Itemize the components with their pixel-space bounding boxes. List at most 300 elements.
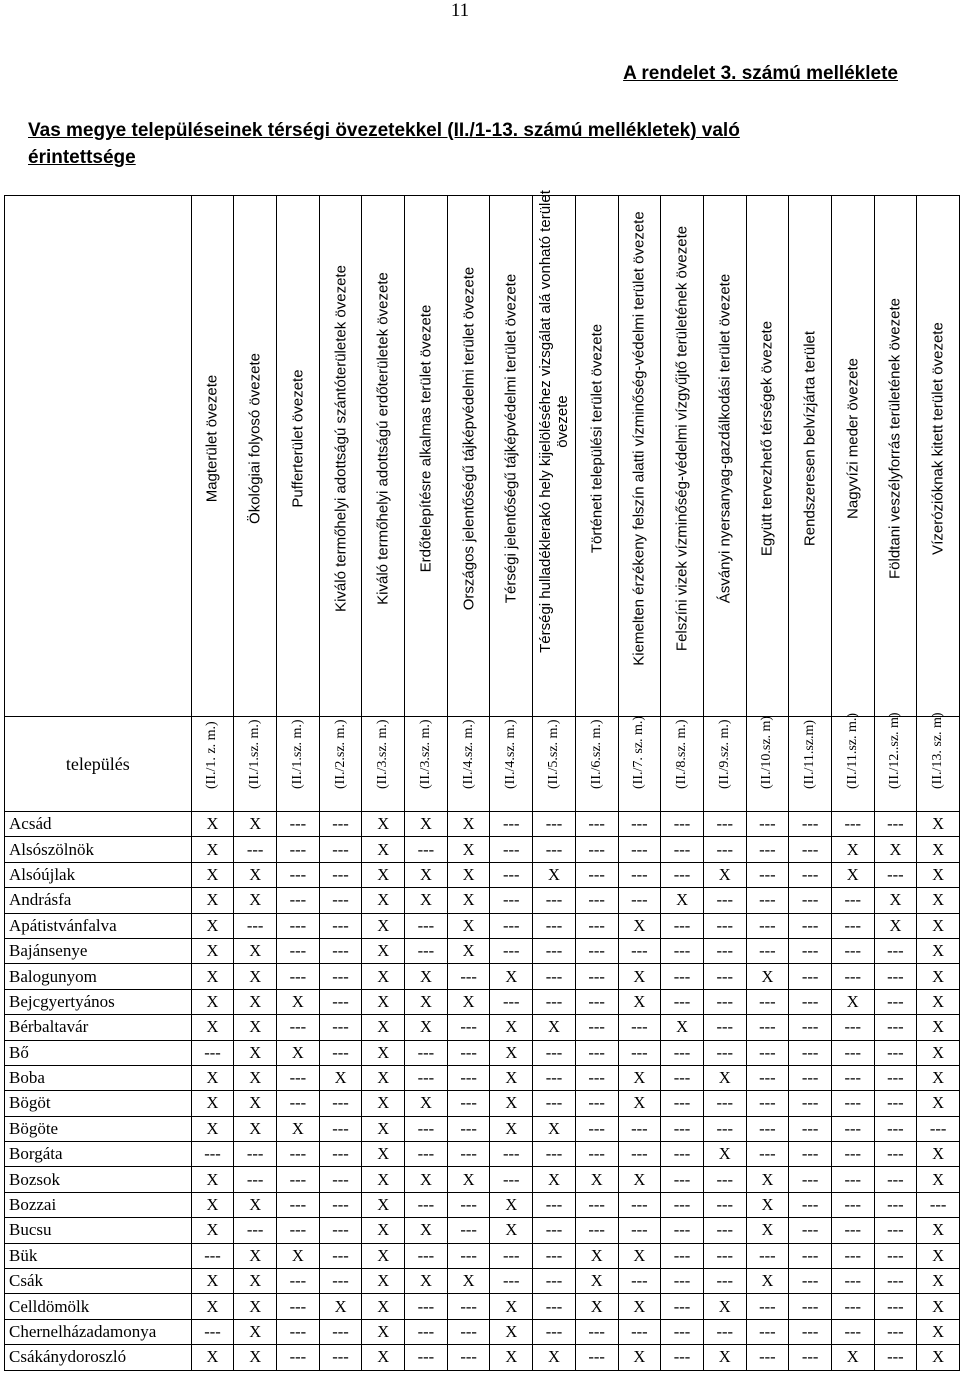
zone-cell: --- [319, 1116, 362, 1141]
table-row [5, 1091, 960, 1116]
column-code [277, 717, 320, 812]
zone-cell: --- [874, 1065, 917, 1090]
column-code-label: (II./12..sz. m) [887, 712, 903, 789]
zone-cell: X [575, 1243, 618, 1268]
zone-cell: --- [533, 964, 576, 989]
zone-cell: --- [575, 888, 618, 913]
zone-cell: X [362, 812, 405, 837]
zone-cell: X [234, 964, 277, 989]
zone-cell: X [490, 1091, 533, 1116]
zone-cell: --- [277, 1142, 320, 1167]
zone-cell: X [703, 1065, 746, 1090]
zone-cell: --- [789, 1319, 832, 1344]
zone-cell: --- [746, 913, 789, 938]
zone-cell: --- [746, 989, 789, 1014]
zone-cell: --- [575, 1091, 618, 1116]
zone-cell: --- [319, 1142, 362, 1167]
zone-cell: X [618, 989, 661, 1014]
zone-cell: X [533, 1345, 576, 1370]
column-code [234, 717, 277, 812]
zone-cell: --- [703, 1269, 746, 1294]
zone-cell: --- [789, 1091, 832, 1116]
zone-cell: X [575, 1294, 618, 1319]
settlement-name: Andrásfa [5, 888, 192, 913]
zone-cell: --- [831, 1040, 874, 1065]
zone-cell: --- [405, 938, 448, 963]
zone-cell: X [405, 888, 448, 913]
zone-cell: X [575, 1269, 618, 1294]
zone-cell: --- [447, 1116, 490, 1141]
zone-cell: --- [789, 1142, 832, 1167]
zone-cell: X [405, 1167, 448, 1192]
zone-cell: --- [191, 1319, 234, 1344]
settlement-name: Boba [5, 1065, 192, 1090]
table-row [5, 1015, 960, 1040]
zone-cell: --- [874, 1294, 917, 1319]
zone-cell: --- [746, 888, 789, 913]
zone-cell: --- [746, 1142, 789, 1167]
zone-cell: --- [319, 1218, 362, 1243]
zone-cell: X [362, 1218, 405, 1243]
column-header-row [5, 196, 960, 717]
zone-cell: X [533, 1167, 576, 1192]
zone-cell: --- [874, 1015, 917, 1040]
column-code [575, 717, 618, 812]
zone-cell: --- [234, 1142, 277, 1167]
column-code [831, 712, 874, 812]
zone-cell: --- [490, 888, 533, 913]
zone-cell: X [831, 1345, 874, 1370]
zone-cell: X [661, 1015, 704, 1040]
zone-cell: --- [789, 888, 832, 913]
zone-cell: --- [746, 862, 789, 887]
zone-cell: --- [533, 1294, 576, 1319]
column-code-label: (II./4.sz. m.) [503, 719, 519, 789]
zone-cell: --- [703, 1116, 746, 1141]
zone-cell: X [191, 837, 234, 862]
zone-cell: --- [831, 1116, 874, 1141]
zone-cell: --- [277, 1015, 320, 1040]
zone-cell: --- [618, 1319, 661, 1344]
column-header [789, 196, 832, 717]
zone-cell: --- [618, 812, 661, 837]
zone-cell: --- [661, 938, 704, 963]
zone-cell: --- [703, 913, 746, 938]
zone-cell: X [490, 1218, 533, 1243]
zone-cell: --- [319, 1192, 362, 1217]
zone-cell: X [618, 1243, 661, 1268]
zone-cell: X [191, 1192, 234, 1217]
column-code-label: (II./8.sz. m.) [674, 719, 690, 789]
zone-cell: --- [831, 1167, 874, 1192]
zone-cell: X [746, 964, 789, 989]
column-header-label: Kiváló termőhelyi adottságú erdőterületek övezete [374, 272, 392, 605]
zone-cell: --- [533, 888, 576, 913]
zone-cell: X [917, 1065, 960, 1090]
column-header-label: Együtt tervezhető térségek övezete [758, 320, 776, 557]
zone-cell: --- [831, 1294, 874, 1319]
zone-cell: X [490, 1345, 533, 1370]
zone-cell: --- [319, 1345, 362, 1370]
zone-cell: X [831, 862, 874, 887]
zone-cell: --- [277, 1345, 320, 1370]
zone-cell: --- [831, 1269, 874, 1294]
zone-cell: --- [661, 1091, 704, 1116]
zone-cell: --- [618, 888, 661, 913]
zone-cell: X [917, 1015, 960, 1040]
zone-cell: X [533, 862, 576, 887]
zone-cell: --- [319, 989, 362, 1014]
zone-cell: --- [746, 1243, 789, 1268]
zone-cell: X [191, 1345, 234, 1370]
zone-cell: X [234, 1243, 277, 1268]
zone-cell: --- [575, 862, 618, 887]
column-header-label: Nagyvízi meder övezete [844, 358, 862, 519]
zone-cell: X [234, 1319, 277, 1344]
column-header-label: Erdőtelepítésre alkalmas terület övezete [417, 304, 435, 573]
zone-cell: X [191, 812, 234, 837]
zone-cell: --- [405, 1345, 448, 1370]
zone-cell: X [277, 989, 320, 1014]
zone-cell: --- [874, 938, 917, 963]
zone-cell: --- [533, 1091, 576, 1116]
zone-cell: --- [405, 1116, 448, 1141]
zone-cell: X [874, 913, 917, 938]
zone-cell: --- [319, 812, 362, 837]
zone-cell: --- [447, 1243, 490, 1268]
zone-cell: --- [661, 1294, 704, 1319]
settlement-name: Bő [5, 1040, 192, 1065]
zone-cell: --- [277, 1319, 320, 1344]
zone-cell: --- [746, 1091, 789, 1116]
zone-cell: --- [789, 1065, 832, 1090]
zone-cell: X [362, 1040, 405, 1065]
zone-cell: --- [917, 1192, 960, 1217]
zone-cell: --- [789, 913, 832, 938]
zone-cell: X [746, 1192, 789, 1217]
zone-cell: --- [490, 989, 533, 1014]
column-header-label: Kiemelten érzékeny felszín alatti vízminőség-védelmi terület övezete [630, 211, 648, 666]
table-body [5, 812, 960, 1371]
table-row [5, 888, 960, 913]
column-header-label: Országos jelentőségű tájképvédelmi terület övezete [460, 266, 478, 611]
zone-cell: --- [405, 1294, 448, 1319]
zone-cell: --- [703, 964, 746, 989]
zone-cell: --- [703, 938, 746, 963]
zone-cell: X [191, 913, 234, 938]
zone-cell: --- [277, 964, 320, 989]
zone-cell: --- [533, 1218, 576, 1243]
zone-cell: --- [789, 964, 832, 989]
zone-cell: X [234, 1192, 277, 1217]
annex-label: A rendelet 3. számú melléklete [623, 63, 898, 84]
zone-cell: --- [789, 989, 832, 1014]
column-header-label: Ökológiai folyosó övezete [246, 353, 264, 524]
zone-cell: X [490, 1040, 533, 1065]
zone-cell: --- [618, 1269, 661, 1294]
zone-cell: --- [319, 1091, 362, 1116]
zone-cell: --- [831, 1192, 874, 1217]
zone-cell: --- [447, 1294, 490, 1319]
zone-cell: --- [917, 1116, 960, 1141]
zone-cell: X [618, 1345, 661, 1370]
zone-cell: --- [661, 1167, 704, 1192]
zone-cell: --- [874, 1167, 917, 1192]
zone-cell: --- [831, 1243, 874, 1268]
zone-cell: --- [533, 938, 576, 963]
zone-cell: X [362, 938, 405, 963]
zone-cell: X [362, 1192, 405, 1217]
zone-cell: --- [319, 913, 362, 938]
zone-cell: X [362, 837, 405, 862]
zone-cell: --- [533, 1040, 576, 1065]
column-header-label: Földtani veszélyforrás területének övezete [886, 298, 904, 579]
zone-cell: X [277, 1116, 320, 1141]
zone-cell: --- [319, 1167, 362, 1192]
column-header-label: Pufferterület övezete [289, 369, 307, 508]
zone-cell: --- [277, 1294, 320, 1319]
table-row [5, 1345, 960, 1370]
zone-cell: --- [447, 1192, 490, 1217]
zone-cell: X [447, 837, 490, 862]
zone-cell: --- [831, 938, 874, 963]
zone-cell: --- [319, 964, 362, 989]
zone-cell: X [917, 989, 960, 1014]
zone-cell: X [703, 862, 746, 887]
zone-cell: X [917, 1345, 960, 1370]
zone-cell: --- [277, 1269, 320, 1294]
settlement-name: Borgáta [5, 1142, 192, 1167]
zone-cell: X [447, 913, 490, 938]
settlement-name: Bucsu [5, 1218, 192, 1243]
zone-cell: --- [533, 1142, 576, 1167]
zone-cell: --- [277, 938, 320, 963]
zone-cell: --- [789, 1243, 832, 1268]
settlement-name: Chernelházadamonya [5, 1319, 192, 1344]
column-code [703, 717, 746, 812]
zone-cell: --- [490, 862, 533, 887]
zone-cell: --- [874, 1142, 917, 1167]
zone-cell: --- [874, 1091, 917, 1116]
column-code-label: (II./6.sz. m.) [588, 719, 604, 789]
zone-cell: --- [831, 812, 874, 837]
zone-cell: --- [191, 1142, 234, 1167]
zone-cell: --- [661, 1218, 704, 1243]
settlement-name: Bejcgyertyános [5, 989, 192, 1014]
zone-cell: --- [575, 1142, 618, 1167]
zone-cell: --- [447, 964, 490, 989]
zone-cell: --- [874, 1243, 917, 1268]
zone-cell: --- [533, 837, 576, 862]
zone-cell: X [405, 1269, 448, 1294]
column-header-label: Felszíni vizek vízminőség-védelmi vízgyűjtő területének övezete [673, 225, 691, 652]
zone-cell: --- [234, 913, 277, 938]
zone-cell: --- [490, 812, 533, 837]
column-header-label: Vízerózióknak kitett terület övezete [929, 322, 947, 555]
zone-cell: --- [618, 862, 661, 887]
zone-cell: X [191, 938, 234, 963]
zone-cell: --- [874, 1192, 917, 1217]
zone-cell: --- [703, 1192, 746, 1217]
zone-cell: X [234, 1091, 277, 1116]
zone-cell: --- [789, 1192, 832, 1217]
zone-cell: --- [618, 1192, 661, 1217]
zone-cell: --- [746, 1040, 789, 1065]
zone-cell: --- [661, 1116, 704, 1141]
zone-cell: X [405, 812, 448, 837]
column-code [362, 717, 405, 812]
column-header-label: Ásványi nyersanyag-gazdálkodási terület övezete [716, 273, 734, 604]
column-code [490, 717, 533, 812]
zone-cell: X [490, 1294, 533, 1319]
settlement-name: Csákánydoroszló [5, 1345, 192, 1370]
zone-cell: --- [789, 812, 832, 837]
zone-cell: --- [490, 1269, 533, 1294]
zone-cell: --- [533, 1065, 576, 1090]
table-row [5, 1218, 960, 1243]
column-code-label: (II./2.sz. m.) [332, 719, 348, 789]
table-row [5, 1040, 960, 1065]
zone-cell: X [917, 888, 960, 913]
zone-cell: X [618, 1065, 661, 1090]
zone-cell: X [362, 913, 405, 938]
zone-cell: --- [234, 1218, 277, 1243]
zone-cell: X [447, 888, 490, 913]
settlement-header: település [5, 717, 192, 812]
zone-cell: X [447, 989, 490, 1014]
zone-cell: X [490, 964, 533, 989]
table-row [5, 812, 960, 837]
column-header [746, 196, 789, 717]
zone-cell: X [405, 1218, 448, 1243]
zone-cell: X [490, 1015, 533, 1040]
zone-cell: --- [618, 1040, 661, 1065]
settlement-name: Bögöt [5, 1091, 192, 1116]
zone-cell: --- [874, 1116, 917, 1141]
zone-cell: X [917, 1040, 960, 1065]
column-code [405, 717, 448, 812]
zone-cell: --- [447, 1091, 490, 1116]
column-code-label: (II./1.sz. m.) [247, 719, 263, 789]
zone-cell: X [362, 1269, 405, 1294]
zone-cell: X [917, 1091, 960, 1116]
zone-cell: --- [746, 1319, 789, 1344]
zone-cell: X [405, 862, 448, 887]
column-code-label: (II./11.sz.m) [802, 719, 818, 789]
zone-cell: X [917, 1294, 960, 1319]
zone-cell: --- [191, 1040, 234, 1065]
zone-cell: --- [661, 1269, 704, 1294]
zone-cell: --- [447, 1040, 490, 1065]
zone-cell: --- [533, 1192, 576, 1217]
zone-cell: X [405, 964, 448, 989]
zone-cell: --- [831, 888, 874, 913]
zone-cell: X [917, 1269, 960, 1294]
zone-cell: X [362, 1319, 405, 1344]
zone-cell: --- [277, 1167, 320, 1192]
zone-cell: --- [490, 1142, 533, 1167]
zone-cell: X [234, 1040, 277, 1065]
zone-cell: --- [277, 862, 320, 887]
zone-cell: --- [490, 1167, 533, 1192]
zone-cell: --- [746, 837, 789, 862]
zone-cell: --- [319, 938, 362, 963]
column-code-label: (II./1. z. m.) [204, 721, 220, 789]
zone-cell: X [405, 989, 448, 1014]
zone-cell: X [234, 1065, 277, 1090]
zone-cell: X [490, 1192, 533, 1217]
zone-cell: --- [575, 1218, 618, 1243]
zone-cell: X [618, 964, 661, 989]
zone-cell: --- [874, 862, 917, 887]
zone-cell: X [319, 1065, 362, 1090]
zone-cell: X [362, 862, 405, 887]
column-header [405, 196, 448, 717]
zone-cell: X [362, 1065, 405, 1090]
column-header [319, 196, 362, 717]
column-header-label: Kiváló termőhelyi adottságú szántóterületek övezete [332, 265, 350, 612]
zone-cell: X [362, 1116, 405, 1141]
zone-cell: --- [703, 1091, 746, 1116]
zone-cell: X [234, 1269, 277, 1294]
settlement-name: Bozsok [5, 1167, 192, 1192]
zone-cell: X [191, 989, 234, 1014]
zone-cell: X [533, 1116, 576, 1141]
column-code-label: (II./9.sz. m.) [716, 719, 732, 789]
zone-cell: --- [831, 1065, 874, 1090]
zone-cell: X [618, 1294, 661, 1319]
zone-cell: --- [319, 888, 362, 913]
zone-cell: --- [277, 913, 320, 938]
zone-cell: X [405, 1091, 448, 1116]
zone-cell: --- [618, 1218, 661, 1243]
column-code-label: (II./11.sz. m.) [844, 712, 860, 789]
zone-cell: X [362, 1167, 405, 1192]
column-header [490, 196, 533, 717]
zone-cell: --- [746, 1345, 789, 1370]
zone-cell: X [277, 1040, 320, 1065]
zone-cell: --- [746, 938, 789, 963]
zone-cell: X [362, 1345, 405, 1370]
zone-cell: --- [789, 1015, 832, 1040]
zone-cell: --- [874, 1269, 917, 1294]
zone-cell: --- [703, 837, 746, 862]
column-code [319, 717, 362, 812]
zone-cell: --- [746, 1294, 789, 1319]
zone-cell: --- [575, 1319, 618, 1344]
zone-cell: --- [447, 1065, 490, 1090]
zone-cell: X [447, 1269, 490, 1294]
zone-cell: X [191, 1116, 234, 1141]
table-row [5, 1065, 960, 1090]
zone-cell: --- [661, 1065, 704, 1090]
settlement-name: Balogunyom [5, 964, 192, 989]
zone-cell: --- [277, 1065, 320, 1090]
zone-cell: --- [831, 913, 874, 938]
column-code-label: (II./5.sz. m.) [545, 719, 561, 789]
zone-cell: X [703, 1142, 746, 1167]
zone-cell: X [917, 862, 960, 887]
zone-cell: --- [874, 812, 917, 837]
table-row [5, 1142, 960, 1167]
table-row [5, 938, 960, 963]
zone-cell: X [234, 862, 277, 887]
zone-cell: --- [746, 1065, 789, 1090]
zone-cell: X [362, 1091, 405, 1116]
table-row [5, 1192, 960, 1217]
zone-cell: X [191, 862, 234, 887]
column-code-label: (II./3.sz. m.) [375, 719, 391, 789]
